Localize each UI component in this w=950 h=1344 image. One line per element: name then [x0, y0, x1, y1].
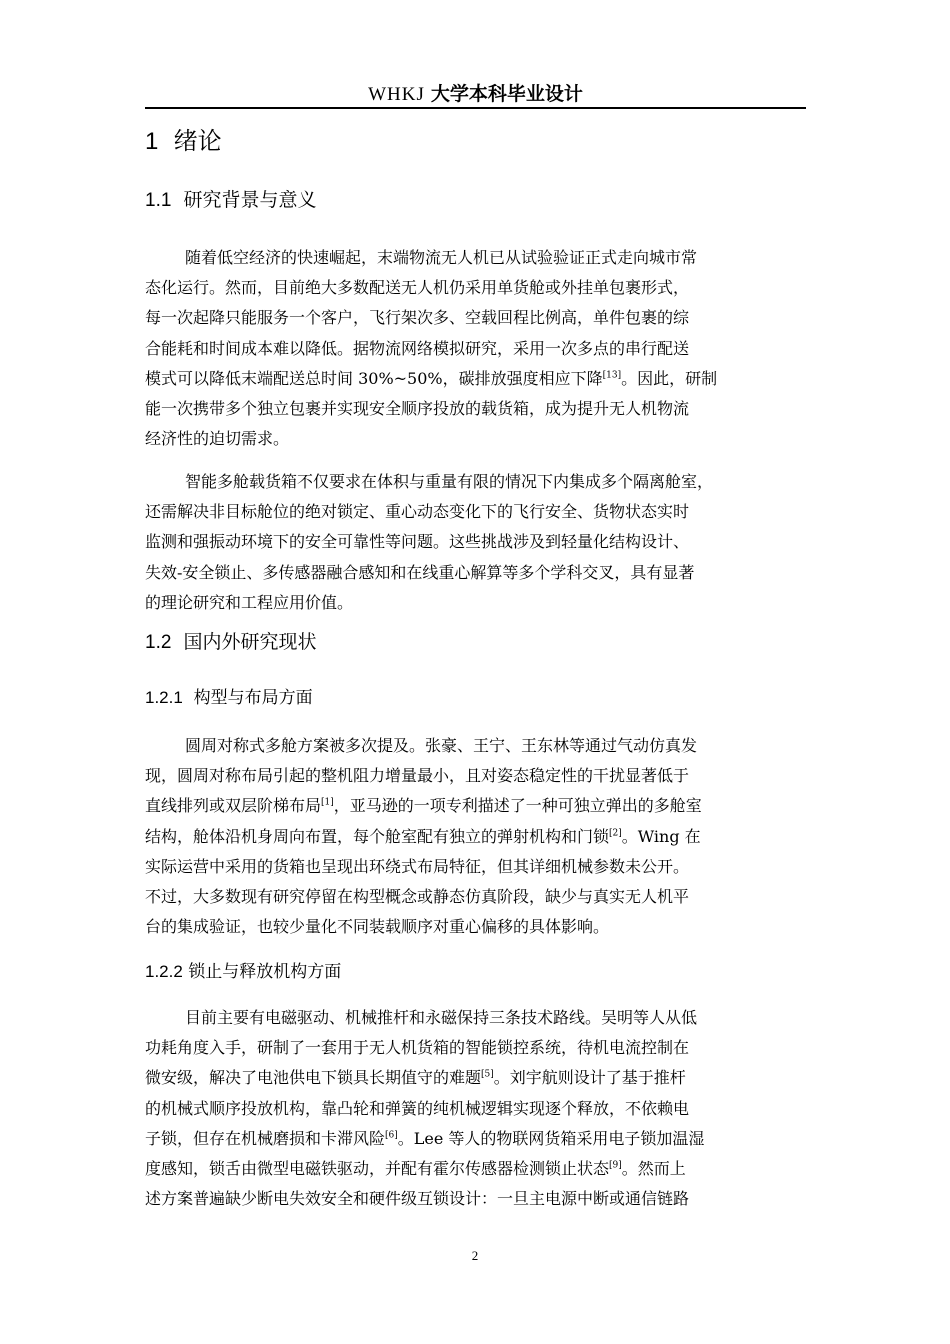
- text-line: 监测和强振动环境下的安全可靠性等问题。这些挑战涉及到轻量化结构设计、: [145, 532, 690, 552]
- section-number: 1.2: [145, 632, 172, 653]
- text-line: 还需解决非目标舱位的绝对锁定、重心动态变化下的飞行安全、货物状态实时: [145, 502, 690, 522]
- text-segment: 子锁，但存在机械磨损和卡滞风险: [145, 1128, 386, 1148]
- subsection-number: 1.2.1: [145, 688, 183, 707]
- text-segment: ，亚马逊的一项专利描述了一种可独立弹出的多舱室: [333, 796, 702, 816]
- text-segment: 。然而上: [621, 1158, 686, 1178]
- text-line: 每一次起降只能服务一个客户，飞行架次多、空载回程比例高，单件包裹的综: [145, 308, 690, 328]
- text-line: 实际运营中采用的货箱也呈现出环绕式布局特征，但其详细机械参数未公开。: [145, 856, 690, 876]
- text-line: 不过，大多数现有研究停留在构型概念或静态仿真阶段，缺少与真实无人机平: [145, 886, 690, 906]
- text-line: 圆周对称式多舱方案被多次提及。张豪、王宁、王东林等通过气动仿真发: [185, 736, 698, 755]
- text-line: [145, 791, 806, 821]
- header-institution-code: WHKJ: [368, 84, 425, 105]
- text-line: 的理论研究和工程应用价值。: [145, 592, 354, 612]
- text-segment: 度感知，锁舌由微型电磁铁驱动，并配有霍尔传感器检测锁止状态: [145, 1158, 610, 1178]
- text-line: 述方案普遍缺少断电失效安全和硬件级互锁设计：一旦主电源中断或通信链路: [145, 1189, 690, 1209]
- page-number: 2: [471, 1248, 479, 1263]
- text-line: 能一次携带多个独立包裹并实现安全顺序投放的载货箱，成为提升无人机物流: [145, 398, 690, 418]
- text-segment: 。Lee 等人的物联网货箱采用电子锁加温湿: [397, 1128, 705, 1148]
- text-line: 现，圆周对称布局引起的整机阻力增量最小，且对姿态稳定性的干扰显著低于: [145, 766, 690, 786]
- citation-marker: [5]: [481, 1070, 494, 1081]
- text-segment: 结构，舱体沿机身周向布置，每个舱室配有独立的弹射机构和门锁: [145, 826, 610, 846]
- text-segment: 直线排列或双层阶梯布局: [145, 796, 322, 816]
- citation-marker: [6]: [385, 1130, 398, 1141]
- text-line: [145, 1063, 806, 1093]
- text-line: 合能耗和时间成本难以降低。据物流网络模拟研究，采用一次多点的串行配送: [145, 338, 690, 358]
- chapter-title: 绪论: [173, 127, 222, 155]
- text-line: 目前主要有电磁驱动、机械推杆和永磁保持三条技术路线。吴明等人从低: [185, 1008, 698, 1027]
- text-line: 经济性的迫切需求。: [145, 429, 290, 449]
- section-heading-1-2: [145, 628, 317, 657]
- text-line: 台的集成验证，也较少量化不同装载顺序对重心偏移的具体影响。: [145, 917, 610, 937]
- citation-marker: [13]: [602, 370, 622, 381]
- text-line: 的机械式顺序投放机构，靠凸轮和弹簧的纯机械逻辑实现逐个释放，不依赖电: [145, 1098, 690, 1118]
- text-line: 随着低空经济的快速崛起，末端物流无人机已从试验验证正式走向城市常: [185, 248, 698, 267]
- running-header: [145, 80, 806, 108]
- text-segment: 微安级，解决了电池供电下锁具长期值守的难题: [145, 1068, 482, 1088]
- subsection-number: 1.2.2: [145, 962, 183, 981]
- header-document-type: 大学本科毕业设计: [430, 83, 583, 105]
- text-line: 态化运行。然而，目前绝大多数配送无人机仍采用单货舱或外挂单包裹形式，: [145, 278, 690, 298]
- text-segment: 。刘宇航则设计了基于推杆: [493, 1068, 686, 1088]
- text-line: [145, 1154, 806, 1184]
- citation-marker: [1]: [321, 798, 334, 809]
- subsection-title: 构型与布局方面: [193, 688, 313, 708]
- citation-marker: [2]: [609, 828, 622, 839]
- paragraph-background-1: [145, 243, 806, 454]
- text-line: [145, 822, 806, 852]
- subsection-title: 锁止与释放机构方面: [188, 962, 342, 982]
- section-heading-1-1: [145, 186, 317, 215]
- section-title: 国内外研究现状: [183, 631, 317, 653]
- paragraph-lock-release: [145, 1003, 806, 1214]
- chapter-heading: [145, 124, 222, 159]
- section-title: 研究背景与意义: [183, 189, 317, 211]
- chapter-number: 1: [145, 128, 159, 155]
- paragraph-background-2: [145, 467, 806, 618]
- text-line: 智能多舱载货箱不仅要求在体积与重量有限的情况下内集成多个隔离舱室，: [185, 472, 714, 491]
- text-segment: 。Wing 在: [621, 826, 701, 846]
- citation-marker: [9]: [609, 1160, 622, 1171]
- text-line: 失效-安全锁止、多传感器融合感知和在线重心解算等多个学科交叉，具有显著: [145, 562, 695, 582]
- section-number: 1.1: [145, 190, 172, 211]
- text-line: [145, 364, 806, 394]
- text-line: 功耗角度入手，研制了一套用于无人机货箱的智能锁控系统，待机电流控制在: [145, 1038, 690, 1058]
- text-line: [145, 1124, 806, 1154]
- subsection-heading-1-2-1: [145, 685, 313, 711]
- header-rule: [145, 107, 806, 109]
- text-segment: 。因此，研制: [621, 368, 718, 388]
- text-segment: 模式可以降低末端配送总时间 30%~50%，碳排放强度相应下降: [145, 368, 603, 388]
- subsection-heading-1-2-2: [145, 959, 341, 985]
- paragraph-layout: [145, 731, 806, 942]
